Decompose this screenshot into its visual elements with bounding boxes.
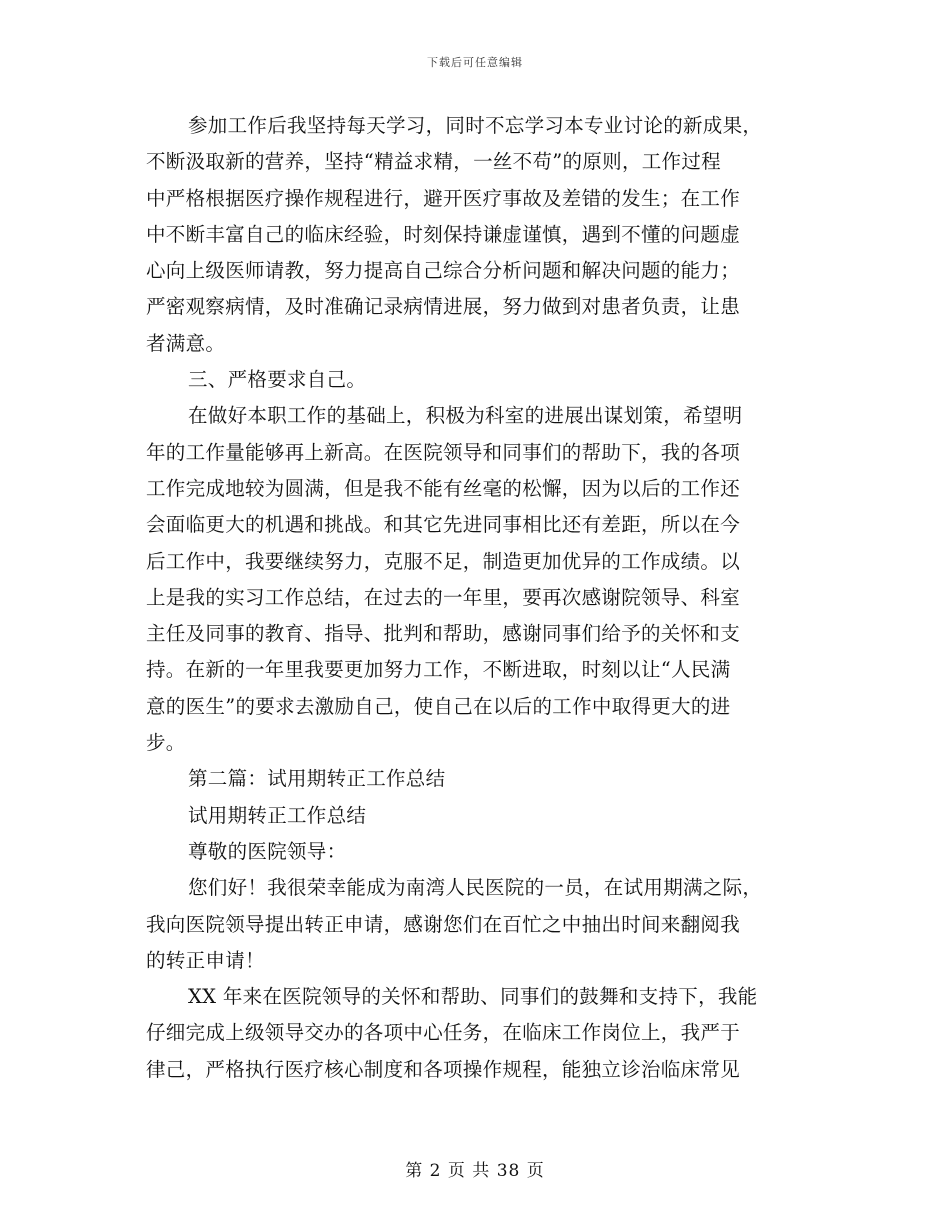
text-line: 心向上级医师请教，努力提高自己综合分析问题和解决问题的能力； — [146, 259, 741, 283]
text-line: XX 年来在医院领导的关怀和帮助、同事们的鼓舞和支持下，我能 — [188, 985, 758, 1009]
text-line: 律己，严格执行医疗核心制度和各项操作规程，能独立诊治临床常见 — [146, 1057, 741, 1081]
text-line: 我向医院领导提出转正申请，感谢您们在百忙之中抽出时间来翻阅我 — [146, 912, 741, 936]
text-line: 中严格根据医疗操作规程进行，避开医疗事故及差错的发生；在工作 — [146, 186, 741, 210]
text-line: 三、严格要求自己。 — [188, 368, 367, 392]
text-line: 不断汲取新的营养，坚持“精益求精，一丝不苟”的原则，工作过程 — [146, 150, 721, 174]
text-line: 第二篇：试用期转正工作总结 — [188, 767, 446, 791]
text-line: 您们好！我很荣幸能成为南湾人民医院的一员，在试用期满之际， — [188, 876, 763, 900]
text-line: 上是我的实习工作总结，在过去的一年里，要再次感谢院领导、科室 — [146, 585, 741, 609]
text-line: 年的工作量能够再上新高。在医院领导和同事们的帮助下，我的各项 — [146, 440, 741, 464]
text-line: 步。 — [146, 731, 186, 755]
text-line: 试用期转正工作总结 — [188, 803, 367, 827]
page-number-footer: 第 2 页 共 38 页 — [405, 1161, 545, 1181]
text-line: 工作完成地较为圆满，但是我不能有丝毫的松懈，因为以后的工作还 — [146, 476, 741, 500]
text-line: 后工作中，我要继续努力，克服不足，制造更加优异的工作成绩。以 — [146, 549, 741, 573]
text-line: 者满意。 — [146, 331, 226, 355]
text-line: 仔细完成上级领导交办的各项中心任务，在临床工作岗位上，我严于 — [146, 1021, 741, 1045]
text-line: 的转正申请！ — [146, 948, 265, 972]
text-line: 严密观察病情，及时准确记录病情进展，努力做到对患者负责，让患 — [146, 295, 741, 319]
text-line: 参加工作后我坚持每天学习，同时不忘学习本专业讨论的新成果， — [188, 114, 763, 137]
text-line: 主任及同事的教育、指导、批判和帮助，感谢同事们给予的关怀和支 — [146, 622, 741, 646]
text-line: 尊敬的医院领导： — [188, 839, 347, 863]
document-body — [146, 108, 812, 1088]
page-header-note: 下载后可任意编辑 — [427, 56, 523, 69]
text-line: 会面临更大的机遇和挑战。和其它先进同事相比还有差距，所以在今 — [146, 513, 741, 537]
text-line: 中不断丰富自己的临床经验，时刻保持谦虚谨慎，遇到不懂的问题虚 — [146, 222, 741, 246]
text-line: 持。在新的一年里我要更加努力工作，不断进取，时刻以让“人民满 — [146, 658, 731, 682]
text-line: 在做好本职工作的基础上，积极为科室的进展出谋划策，希望明 — [188, 404, 743, 428]
text-line: 意的医生”的要求去激励自己，使自己在以后的工作中取得更大的进 — [146, 694, 731, 718]
